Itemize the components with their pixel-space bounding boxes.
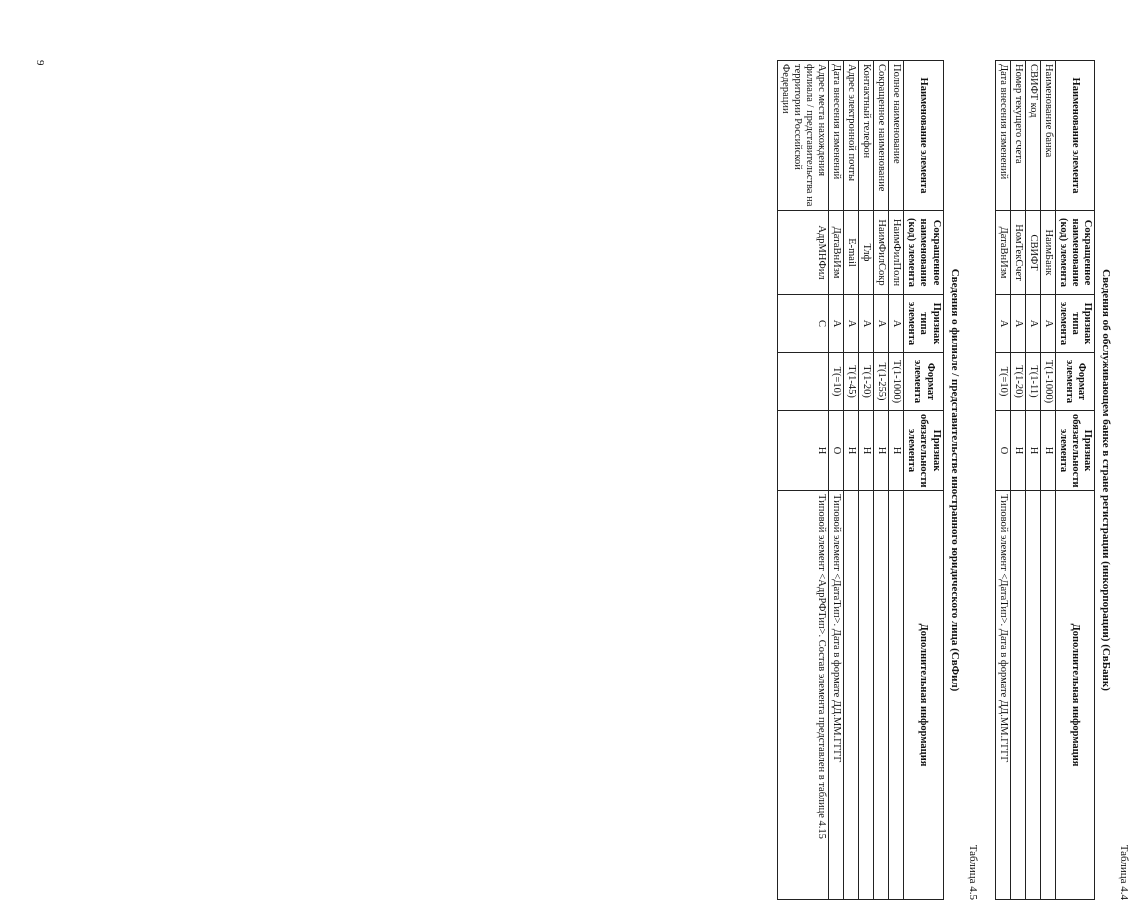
header-format: Формат элемента (904, 353, 943, 411)
cell-info: Типовой элемент <ДатаТип>. Дата в формате ДД.ММ.ГГГГ (829, 491, 844, 900)
cell-type: А (874, 295, 889, 353)
table-title: Сведения о филиале / представительстве иностранного юридического лица (СвФил) (948, 268, 961, 692)
table-row (844, 61, 859, 900)
table-row (1010, 61, 1025, 900)
cell-format: T(1-1000) (889, 353, 904, 411)
cell-name: Адрес места нахождения филиала / представительства на территории Российской Федерации (777, 61, 828, 211)
cell-code: АдрМНФил (777, 211, 828, 295)
table-block-4-5 (777, 60, 979, 900)
cell-format: T(=10) (829, 353, 844, 411)
header-code: Сокращенное наименование (код) элемента (904, 211, 943, 295)
cell-required: Н (1040, 411, 1055, 491)
table-block-4-4 (995, 60, 1130, 900)
table-label: Таблица 4.5 (966, 844, 979, 900)
cell-name: Сокращенное наименование (874, 61, 889, 211)
cell-required: Н (1025, 411, 1040, 491)
table-row (1025, 61, 1040, 900)
cell-code: Тлф (859, 211, 874, 295)
header-name: Наименование элемента (904, 61, 943, 211)
header-info: Дополнительная информация (1055, 491, 1094, 900)
cell-required: Н (889, 411, 904, 491)
cell-format: T(1-20) (1010, 353, 1025, 411)
cell-code: НаимФилСокр (874, 211, 889, 295)
cell-code: СВИФТ (1025, 211, 1040, 295)
table-header (1055, 61, 1094, 900)
cell-info (1025, 491, 1040, 900)
table-label: Таблица 4.4 (1118, 844, 1130, 900)
table-row (829, 61, 844, 900)
cell-required: Н (1010, 411, 1025, 491)
cell-type: А (889, 295, 904, 353)
header-required: Признак обязательности элемента (904, 411, 943, 491)
cell-format: T(1-255) (874, 353, 889, 411)
cell-code: НаимФилПолн (889, 211, 904, 295)
header-type: Признак типа элемента (1055, 295, 1094, 353)
table-row (889, 61, 904, 900)
cell-format: T(1-1000) (1040, 353, 1055, 411)
cell-name: СВИФТ код (1025, 61, 1040, 211)
cell-code: E-mail (844, 211, 859, 295)
table-header (904, 61, 943, 900)
page-number: 9 (34, 60, 46, 66)
cell-info (889, 491, 904, 900)
cell-info (1010, 491, 1025, 900)
cell-info: Типовой элемент <АдрРФТип>. Состав элемента представлен в таблице 4.15 (777, 491, 828, 900)
cell-required: Н (874, 411, 889, 491)
table-row (777, 61, 828, 900)
cell-type: А (829, 295, 844, 353)
table-row (874, 61, 889, 900)
cell-name: Дата внесения изменений (995, 61, 1010, 211)
table-svbank (995, 60, 1095, 900)
cell-type: А (1010, 295, 1025, 353)
cell-name: Дата внесения изменений (829, 61, 844, 211)
cell-type: А (1040, 295, 1055, 353)
cell-code: НомТекСчет (1010, 211, 1025, 295)
table-row (995, 61, 1010, 900)
cell-name: Полное наименование (889, 61, 904, 211)
cell-code: ДатаВнИзм (995, 211, 1010, 295)
header-info: Дополнительная информация (904, 491, 943, 900)
cell-required: О (995, 411, 1010, 491)
cell-type: С (777, 295, 828, 353)
header-required: Признак обязательности элемента (1055, 411, 1094, 491)
cell-format: T(1-11) (1025, 353, 1040, 411)
cell-format: T(=10) (995, 353, 1010, 411)
header-type: Признак типа элемента (904, 295, 943, 353)
header-format: Формат элемента (1055, 353, 1094, 411)
header-name: Наименование элемента (1055, 61, 1094, 211)
table-row (859, 61, 874, 900)
cell-type: А (844, 295, 859, 353)
cell-name: Наименование банка (1040, 61, 1055, 211)
cell-info (859, 491, 874, 900)
cell-format: T(1-20) (859, 353, 874, 411)
cell-required: Н (859, 411, 874, 491)
cell-name: Адрес электронной почты (844, 61, 859, 211)
cell-info: Типовой элемент <ДатаТип>. Дата в формате ДД.ММ.ГГГГ (995, 491, 1010, 900)
table-row (1040, 61, 1055, 900)
cell-type: А (995, 295, 1010, 353)
table-svfil (777, 60, 944, 900)
cell-format: T(1-45) (844, 353, 859, 411)
cell-required: Н (844, 411, 859, 491)
cell-code: НаимБанк (1040, 211, 1055, 295)
cell-name: Номер текущего счета (1010, 61, 1025, 211)
header-code: Сокращенное наименование (код) элемента (1055, 211, 1094, 295)
cell-info (1040, 491, 1055, 900)
cell-info (874, 491, 889, 900)
cell-required: Н (777, 411, 828, 491)
cell-required: О (829, 411, 844, 491)
cell-type: А (1025, 295, 1040, 353)
cell-info (844, 491, 859, 900)
cell-type: А (859, 295, 874, 353)
rotated-content (600, 60, 1130, 900)
table-title: Сведения об обслуживающем банке в стране регистрации (инкорпорации) (СвБанк) (1100, 269, 1112, 691)
cell-format (777, 353, 828, 411)
cell-name: Контактный телефон (859, 61, 874, 211)
cell-code: ДатаВнИзм (829, 211, 844, 295)
